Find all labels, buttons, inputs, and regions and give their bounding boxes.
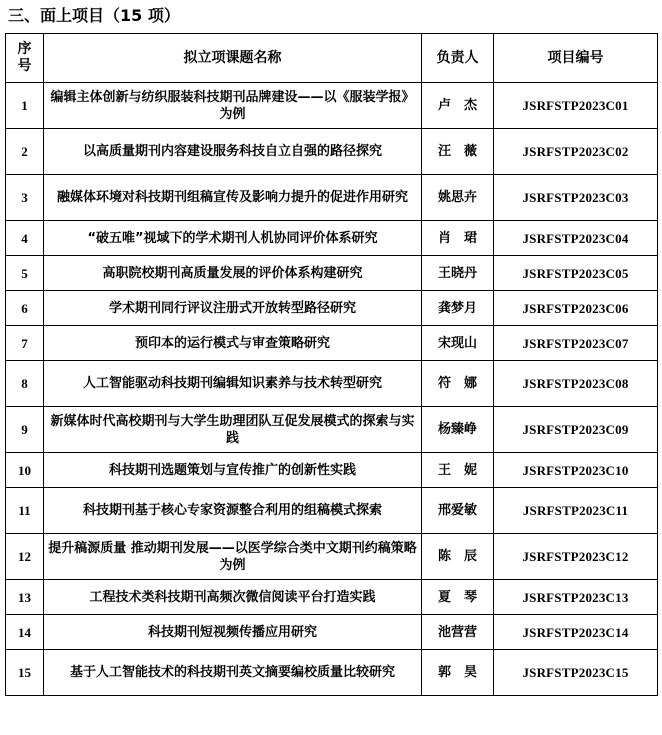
- row-owner: 龚梦月: [422, 291, 494, 326]
- row-owner: 池营营: [422, 615, 494, 650]
- row-number: 12: [6, 534, 44, 580]
- row-owner: 汪 薇: [422, 129, 494, 175]
- row-owner: 王晓丹: [422, 256, 494, 291]
- row-number: 2: [6, 129, 44, 175]
- table-row: [6, 221, 658, 256]
- row-owner: 卢 杰: [422, 83, 494, 129]
- row-code: JSRFSTP2023C09: [494, 407, 658, 453]
- row-code: JSRFSTP2023C04: [494, 221, 658, 256]
- row-title: 编辑主体创新与纺织服装科技期刊品牌建设——以《服装学报》为例: [44, 83, 422, 129]
- row-owner: 郭 昊: [422, 650, 494, 696]
- header-number: [6, 34, 44, 83]
- row-owner: 夏 琴: [422, 580, 494, 615]
- row-title: 新媒体时代高校期刊与大学生助理团队互促发展模式的探索与实践: [44, 407, 422, 453]
- table-row: [6, 83, 658, 129]
- row-number: 4: [6, 221, 44, 256]
- header-number-line2: 号: [17, 58, 32, 74]
- row-owner: 宋现山: [422, 326, 494, 361]
- table-row: [6, 256, 658, 291]
- header-owner: 负责人: [422, 34, 494, 83]
- row-code: JSRFSTP2023C06: [494, 291, 658, 326]
- table-row: [6, 129, 658, 175]
- row-title: 学术期刊同行评议注册式开放转型路径研究: [44, 291, 422, 326]
- table-row: [6, 650, 658, 696]
- row-code: JSRFSTP2023C11: [494, 488, 658, 534]
- row-title: 基于人工智能技术的科技期刊英文摘要编校质量比较研究: [44, 650, 422, 696]
- table-row: [6, 407, 658, 453]
- row-title: 融媒体环境对科技期刊组稿宣传及影响力提升的促进作用研究: [44, 175, 422, 221]
- row-number: 3: [6, 175, 44, 221]
- header-number-line1: 序: [17, 41, 32, 57]
- row-number: 15: [6, 650, 44, 696]
- row-title: 科技期刊基于核心专家资源整合利用的组稿模式探索: [44, 488, 422, 534]
- row-owner: 邢爱敏: [422, 488, 494, 534]
- row-code: JSRFSTP2023C10: [494, 453, 658, 488]
- row-title: 高职院校期刊高质量发展的评价体系构建研究: [44, 256, 422, 291]
- row-title: 提升稿源质量 推动期刊发展——以医学综合类中文期刊约稿策略为例: [44, 534, 422, 580]
- header-title: 拟立项课题名称: [44, 34, 422, 83]
- table-header-row: [6, 34, 658, 83]
- row-code: JSRFSTP2023C05: [494, 256, 658, 291]
- row-number: 8: [6, 361, 44, 407]
- row-title: 预印本的运行模式与审查策略研究: [44, 326, 422, 361]
- row-code: JSRFSTP2023C15: [494, 650, 658, 696]
- project-table: [5, 33, 658, 696]
- table-row: [6, 361, 658, 407]
- row-number: 9: [6, 407, 44, 453]
- row-number: 7: [6, 326, 44, 361]
- row-code: JSRFSTP2023C12: [494, 534, 658, 580]
- table-row: [6, 580, 658, 615]
- row-code: JSRFSTP2023C03: [494, 175, 658, 221]
- row-title: 科技期刊选题策划与宣传推广的创新性实践: [44, 453, 422, 488]
- table-row: [6, 488, 658, 534]
- row-title: 工程技术类科技期刊高频次微信阅读平台打造实践: [44, 580, 422, 615]
- row-code: JSRFSTP2023C13: [494, 580, 658, 615]
- row-code: JSRFSTP2023C02: [494, 129, 658, 175]
- row-code: JSRFSTP2023C08: [494, 361, 658, 407]
- header-code: 项目编号: [494, 34, 658, 83]
- row-code: JSRFSTP2023C07: [494, 326, 658, 361]
- row-number: 14: [6, 615, 44, 650]
- row-owner: 王 妮: [422, 453, 494, 488]
- row-number: 5: [6, 256, 44, 291]
- table-row: [6, 291, 658, 326]
- row-owner: 陈 辰: [422, 534, 494, 580]
- row-code: JSRFSTP2023C01: [494, 83, 658, 129]
- section-title: 三、面上项目（15 项）: [8, 6, 180, 25]
- table-row: [6, 326, 658, 361]
- row-title: 科技期刊短视频传播应用研究: [44, 615, 422, 650]
- row-number: 1: [6, 83, 44, 129]
- row-number: 13: [6, 580, 44, 615]
- row-owner: 杨臻峥: [422, 407, 494, 453]
- row-title: “破五唯”视域下的学术期刊人机协同评价体系研究: [44, 221, 422, 256]
- row-title: 以高质量期刊内容建设服务科技自立自强的路径探究: [44, 129, 422, 175]
- row-number: 6: [6, 291, 44, 326]
- row-number: 10: [6, 453, 44, 488]
- table-row: [6, 615, 658, 650]
- row-code: JSRFSTP2023C14: [494, 615, 658, 650]
- table-row: [6, 534, 658, 580]
- table-row: [6, 175, 658, 221]
- table-row: [6, 453, 658, 488]
- row-owner: 符 娜: [422, 361, 494, 407]
- row-number: 11: [6, 488, 44, 534]
- row-owner: 姚思卉: [422, 175, 494, 221]
- row-title: 人工智能驱动科技期刊编辑知识素养与技术转型研究: [44, 361, 422, 407]
- row-owner: 肖 珺: [422, 221, 494, 256]
